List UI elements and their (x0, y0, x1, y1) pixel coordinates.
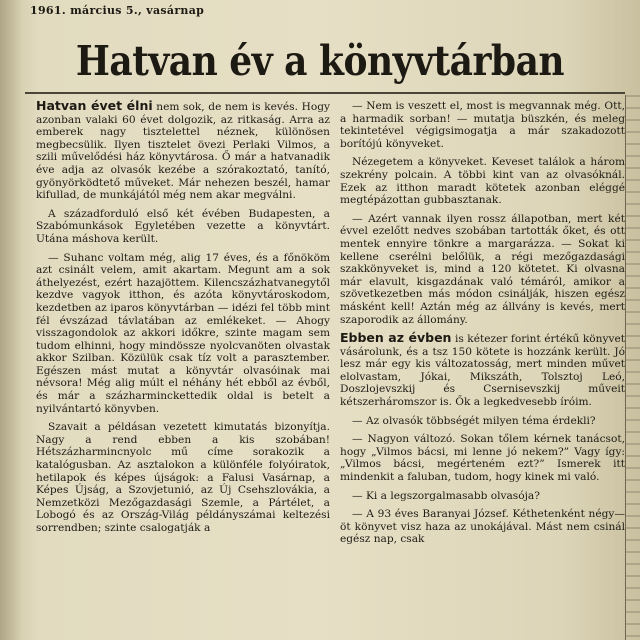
paragraph: — Azért vannak ilyen rossz állapotban, mert két évvel ezelőtt nedves szobában tartották őket, és ott mentek ennyire tönkre a margarázza. — Sokat ki kellene cserélni belőlük, a régi mezőgazdasági szakkönyveket is, mind a 120 kötetet. Ki olvasna már elavult, kisgazdának való témáról, amikor a szövetkezetben más módon csinálják, hiszen egész másként kell! Aztán még az állvány is kevés, mert szaporodik az állomány. (340, 212, 625, 326)
article-title: Hatvan év a könyvtárban (75, 36, 565, 86)
right-column (340, 100, 625, 552)
title-rule (25, 92, 625, 94)
paragraph: — Ki a legszorgalmasabb olvasója? (352, 489, 540, 502)
left-column (36, 100, 330, 541)
adjacent-column-edge (625, 95, 640, 640)
paragraph: — A 93 éves Baranyai József. Kéthetenként négy—öt könyvet visz haza az unokájával. Mást nem csinál egész nap, csak (340, 508, 625, 546)
paragraph-text: nem sok, de nem is kevés. Hogy azonban valaki 60 évet dolgozik, az ritkaság. Arra az emberek nagy tisztelettel néznek, különösen megbecsülik. Ilyen tisztelet övezi Perlaki Vilmos, a szili művelődési ház könyvtárosa. Ő már a hatvanadik éve adja az olvasók kezébe a szórakoztató, tanító, gyönyörködtető műveket. Már nehezen beszél, hamar kifullad, de munkájától még nem akar megválni. (36, 101, 330, 202)
paragraph: A századforduló első két évében Budapesten, a Szabómunkások Egyletében vezette a könyvtárt. Utána máshova került. (36, 207, 330, 245)
dateline: 1961. március 5., vasárnap (30, 4, 205, 17)
paragraph: — Suhanc voltam még, alig 17 éves, és a főnököm azt csinált velem, amit akartam. Megunt am a sok áthelyezést, ezért hazajöttem. Kilencszázhatvanegytől kezdve vagyok itthon, és azóta könyvtároskodom, kezdetben az iparos könyvtárban — idézi fel több mint fél évszázad távlatában az emlékeket. — Ahogy visszagondolok az akkori időkre, szinte magam sem tudom elhinni, hogy mindössze nyolcvanöten olvastak akkor Szilban. Közülük csak tíz volt a parasztember. Egészen mást mutat a könyvtár olvasóinak mai névsora! Még alig múlt el néhány hét ebből az évből, és már a százharminckettedik oldal is betelt a nyilvántartó könyvben. (36, 251, 330, 415)
lead-in: Ebben az évben (340, 330, 452, 346)
paragraph: Szavait a példásan vezetett kimutatás bizonyítja. Nagy a rend ebben a kis szobában! Hétszázharmincnyolc mű címe sorakozik a katalógusban. Az asztalokon a különféle folyóiratok, hetilapok és képes újságok: a Falusi Vasárnap, a Képes Újság, a Szovjetunió, az Új Csehszlovákia, a Nemzetközi Mezőgazdasági Szemle, a Pártélet, a Lobogó és az Ország-Világ példányszámai keltezési sorrendben; szinte csalogatják a (36, 421, 330, 534)
paragraph (36, 100, 330, 202)
paragraph: — Nem is veszett el, most is megvannak még. Ott, a harmadik sorban! — mutatja büszkén, és meleg tekintetével végigsimogatja a már szakadozott borítójú könyveket. (340, 100, 625, 150)
paragraph: — Az olvasók többségét milyen téma érdekli? (352, 414, 596, 427)
paragraph: — Nagyon változó. Sokan tőlem kérnek tanácsot, hogy „Vilmos bácsi, mi lenne jó nekem?” Vagy így: „Vilmos bácsi, megérteném ezt?” Ismerek itt mindenkit a faluban, tudom, hogy kinek mi való. (340, 433, 625, 484)
paragraph: Nézegetem a könyveket. Keveset találok a három szekrény polcain. A többi kint van az olvasóknál. Ezek az itthon maradt kötetek azonban eléggé megtépázottan gubbasztanak. (340, 156, 625, 207)
lead-in: Hatvan évet élni (36, 98, 153, 113)
paragraph-text: is kétezer forint értékű könyvet vásárolunk, és a tsz 150 kötete is hozzánk került. Jó lesz már egy kis változatosság, mert minden művet elolvastam, Jókai, Mikszáth, Tolsztoj Leó, Doszlojevszkij és Csernisevszkij műveit kétszerháromszor is. Ők a legkedvesebb íróim. (340, 333, 625, 409)
paragraph (340, 332, 625, 409)
page-fold-shadow (0, 0, 22, 640)
